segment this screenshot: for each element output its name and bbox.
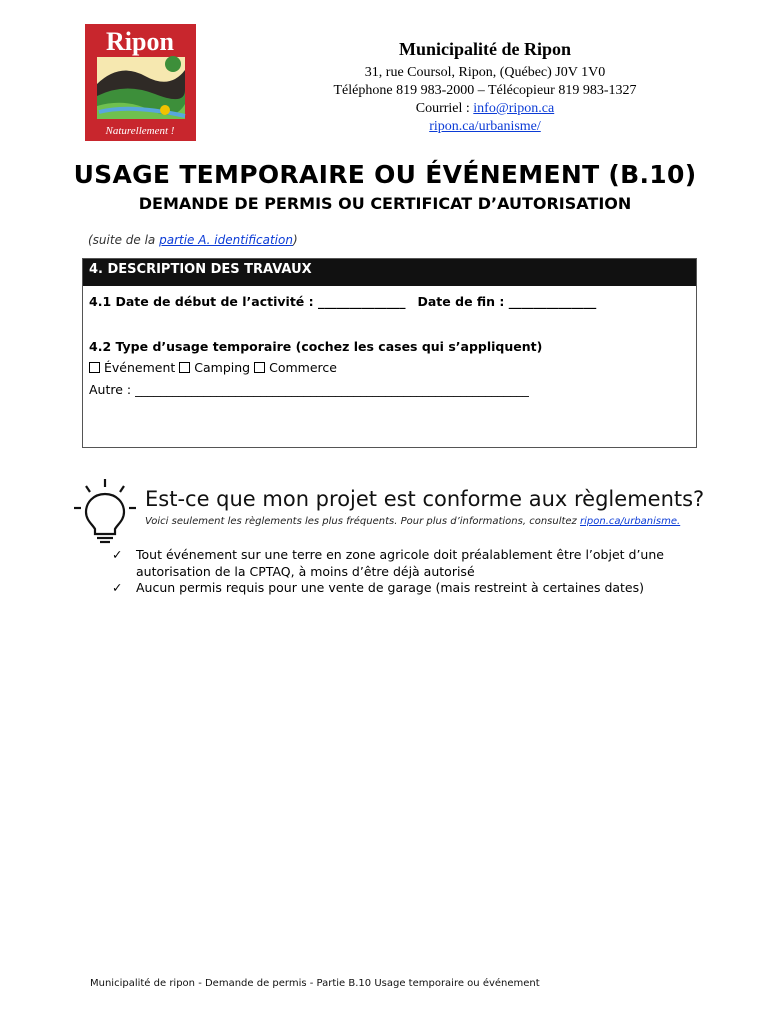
urbanisme-link[interactable]: ripon.ca/urbanisme. [580, 516, 681, 527]
description-section [82, 258, 697, 448]
list-item [112, 547, 692, 580]
conformity-title: Est-ce que mon projet est conforme aux règlements? [145, 487, 705, 511]
org-email-line [290, 100, 680, 118]
website-link[interactable]: ripon.ca/urbanisme/ [429, 119, 541, 134]
checkmark-icon: ✓ [112, 547, 123, 562]
conformity-subtitle-text: Voici seulement les règlements les plus fréquents. Pour plus d’informations, consultez [145, 516, 580, 527]
identification-link[interactable]: partie A. identification [159, 233, 293, 247]
checkbox-evenement[interactable] [89, 360, 175, 375]
conformity-list [112, 547, 692, 597]
list-item [112, 580, 692, 597]
conformity-subtitle [145, 516, 680, 527]
list-item-text: Tout événement sur une terre en zone agricole doit préalablement être l’objet d’une autorisation de la CPTAQ, à moins d’être déjà autorisé [136, 547, 664, 579]
checkmark-icon: ✓ [112, 580, 123, 595]
dates-row [89, 294, 596, 309]
logo-name: Ripon [106, 27, 174, 56]
page-title: USAGE TEMPORAIRE OU ÉVÉNEMENT (B.10) [73, 160, 697, 189]
suite-prefix: (suite de la [88, 233, 160, 247]
checkbox-icon [89, 362, 100, 373]
ripon-logo [85, 24, 196, 141]
option-label: Commerce [269, 360, 337, 375]
lightbulb-icon [74, 478, 136, 544]
checkbox-icon [179, 362, 190, 373]
checkbox-icon [254, 362, 265, 373]
type-label: 4.2 Type d’usage temporaire (cochez les cases qui s’appliquent) [89, 339, 543, 354]
autre-field[interactable]: Autre : _______________________________________________________________ [89, 382, 529, 397]
suite-suffix: ) [292, 233, 298, 247]
checkbox-commerce[interactable] [254, 360, 337, 375]
org-name: Municipalité de Ripon [398, 39, 572, 59]
email-link[interactable]: info@ripon.ca [473, 101, 555, 116]
end-date-field[interactable]: Date de fin : ______________ [417, 294, 597, 309]
page-footer: Municipalité de ripon - Demande de permis - Partie B.10 Usage temporaire ou événement [90, 978, 540, 989]
suite-note [88, 233, 298, 247]
org-address: 31, rue Coursol, Ripon, (Québec) J0V 1V0 [364, 65, 606, 80]
header [290, 38, 680, 136]
option-label: Camping [194, 360, 251, 375]
page-subtitle: DEMANDE DE PERMIS OU CERTIFICAT D’AUTORISATION [138, 194, 632, 213]
checkbox-camping[interactable] [179, 360, 250, 375]
start-date-field[interactable]: 4.1 Date de début de l’activité : ______________ [89, 294, 406, 309]
org-phone: Téléphone 819 983-2000 – Télécopieur 819 983-1327 [333, 83, 637, 98]
type-options [89, 360, 337, 375]
email-prefix: Courriel : [415, 101, 474, 116]
section-heading: 4. DESCRIPTION DES TRAVAUX [83, 259, 696, 286]
option-label: Événement [104, 360, 176, 375]
list-item-text: Aucun permis requis pour une vente de garage (mais restreint à certaines dates) [136, 580, 645, 595]
logo-tagline: Naturellement ! [105, 125, 175, 137]
